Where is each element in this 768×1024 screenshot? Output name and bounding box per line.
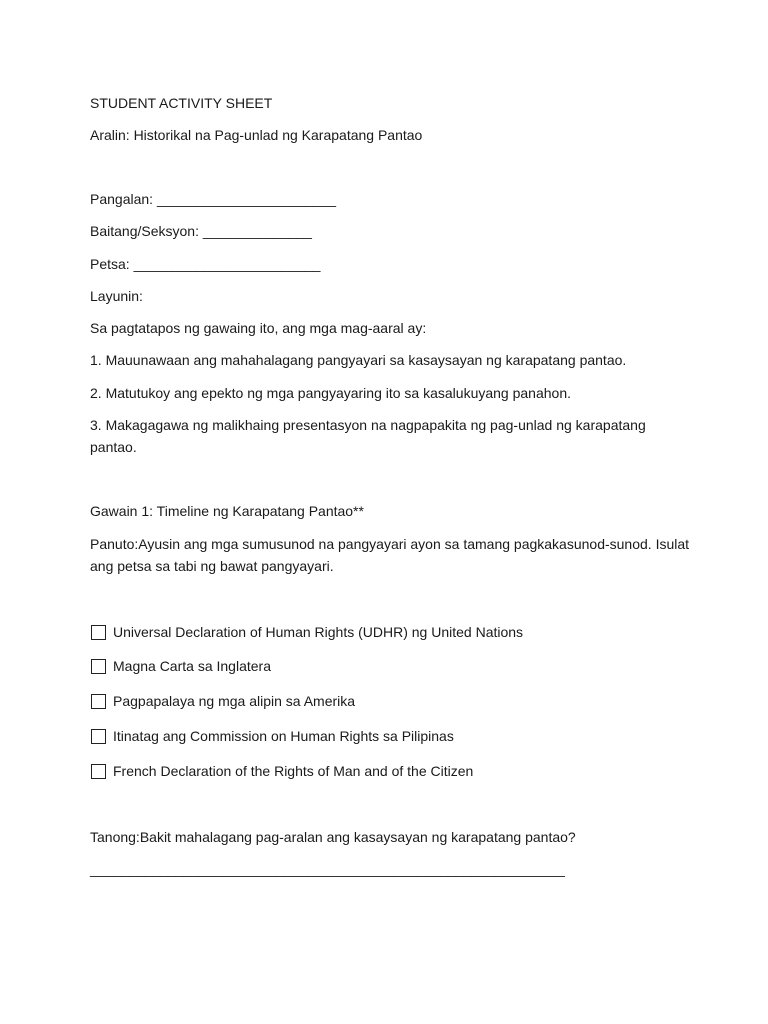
event-item bbox=[91, 726, 454, 746]
event-label: Magna Carta sa Inglatera bbox=[113, 658, 271, 674]
sheet-title: STUDENT ACTIVITY SHEET bbox=[90, 95, 273, 111]
objective-item-1: 1. Mauunawaan ang mahahalagang pangyayari sa kasaysayan ng karapatang pantao. bbox=[90, 352, 627, 368]
date-field: Petsa: ________________________ bbox=[90, 256, 321, 272]
question-text: Tanong:Bakit mahalagang pag-aralan ang kasaysayan ng karapatang pantao? bbox=[90, 829, 576, 845]
event-item bbox=[91, 691, 355, 711]
activity-title: Gawain 1: Timeline ng Karapatang Pantao** bbox=[90, 503, 364, 519]
event-checkbox[interactable] bbox=[91, 659, 106, 674]
objective-item-2: 2. Matutukoy ang epekto ng mga pangyayaring ito sa kasalukuyang panahon. bbox=[90, 385, 571, 401]
lesson-title: Aralin: Historikal na Pag-unlad ng Karapatang Pantao bbox=[90, 127, 423, 143]
grade-section-field: Baitang/Seksyon: ______________ bbox=[90, 223, 312, 239]
name-field: Pangalan: _______________________ bbox=[90, 191, 337, 207]
event-label: French Declaration of the Rights of Man and of the Citizen bbox=[113, 763, 474, 779]
event-label: Universal Declaration of Human Rights (UDHR) ng United Nations bbox=[113, 624, 524, 640]
objectives-heading: Layunin: bbox=[90, 288, 143, 304]
event-checkbox[interactable] bbox=[91, 625, 106, 640]
answer-line[interactable]: _____________________________________________________________ bbox=[90, 861, 565, 877]
event-label: Itinatag ang Commission on Human Rights sa Pilipinas bbox=[113, 728, 454, 744]
event-checkbox[interactable] bbox=[91, 729, 106, 744]
event-item bbox=[91, 656, 271, 676]
event-label: Pagpapalaya ng mga alipin sa Amerika bbox=[113, 693, 356, 709]
event-checkbox[interactable] bbox=[91, 694, 106, 709]
event-item bbox=[91, 622, 523, 642]
event-checkbox[interactable] bbox=[91, 764, 106, 779]
activity-instructions: Panuto:Ayusin ang mga sumusunod na pangyayari ayon sa tamang pagkakasunod-sunod. Isulat ang petsa sa tabi ng bawat pangyayari. bbox=[90, 536, 690, 574]
objective-item-3: 3. Makagagawa ng malikhaing presentasyon na nagpapakita ng pag-unlad ng karapatang pantao. bbox=[90, 417, 646, 455]
event-item bbox=[91, 761, 473, 781]
objectives-intro: Sa pagtatapos ng gawaing ito, ang mga mag-aaral ay: bbox=[90, 320, 427, 336]
